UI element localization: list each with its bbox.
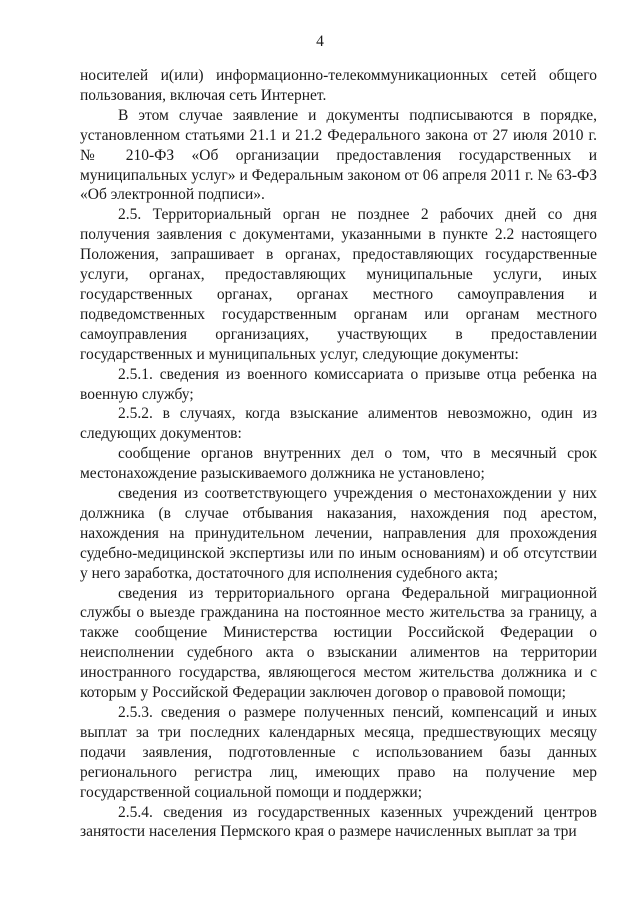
paragraph: сведения из территориального органа Федеральной миграционной службы о выезде гражданина на постоянное место жительства за границу, а также сообщение Министерства юстиции Российской Федерации о неисполнении судебного акта о взыскании алиментов на территории иностранного государства, являющегося местом жительства должника и с которым у Российской Федерации заключен договор о правовой помощи; [80,584,597,702]
page-number: 4 [316,33,324,50]
document-body [80,66,597,842]
paragraph: 2.5.3. сведения о размере полученных пенсий, компенсаций и иных выплат за три последних календарных месяца, предшествующих месяцу подачи заявления, подготовленные с использованием базы данных регионального регистра лиц, имеющих право на получение мер государственной социальной помощи и поддержки; [80,704,597,801]
paragraph: 2.5.2. в случаях, когда взыскание алиментов невозможно, один из следующих документов: [80,405,597,443]
paragraph: сведения из соответствующего учреждения о местонахождении у них должника (в случае отбывания наказания, нахождения под арестом, нахождения на принудительном лечении, направления для прохождения судебно-медицинской экспертизы или по иным основаниям) и об отсутствии у него заработка, достаточного для исполнения судебного акта; [80,485,597,582]
paragraph: 2.5.1. сведения из военного комиссариата о призыве отца ребенка на военную службу; [80,365,597,403]
paragraph: 2.5.4. сведения из государственных казенных учреждений центров занятости населения Пермского края о размере начисленных выплат за три [80,803,597,841]
paragraph: сообщение органов внутренних дел о том, что в месячный срок местонахождение разыскиваемого должника не установлено; [80,445,597,483]
paragraph: носителей и(или) информационно-телекоммуникационных сетей общего пользования, включая сеть Интернет. [80,67,597,104]
paragraph: В этом случае заявление и документы подписываются в порядке, установленном статьями 21.1 и 21.2 Федерального закона от 27 июля 2010 г. № 210-ФЗ «Об организации предоставления государственных и муниципальных услуг» и Федеральным законом от 06 апреля 2011 г. № 63-ФЗ «Об электронной подписи». [80,106,597,204]
paragraph: 2.5. Территориальный орган не позднее 2 рабочих дней со дня получения заявления с документами, указанными в пункте 2.2 настоящего Положения, запрашивает в органах, предоставляющих государственные услуги, органах, предоставляющих муниципальные услуги, иных государственных органах, органах местного самоуправления и подведомственных государственным органам или органам местного самоуправления организациях, участвующих в предоставлении государственных и муниципальных услуг, следующие документы: [80,206,597,363]
